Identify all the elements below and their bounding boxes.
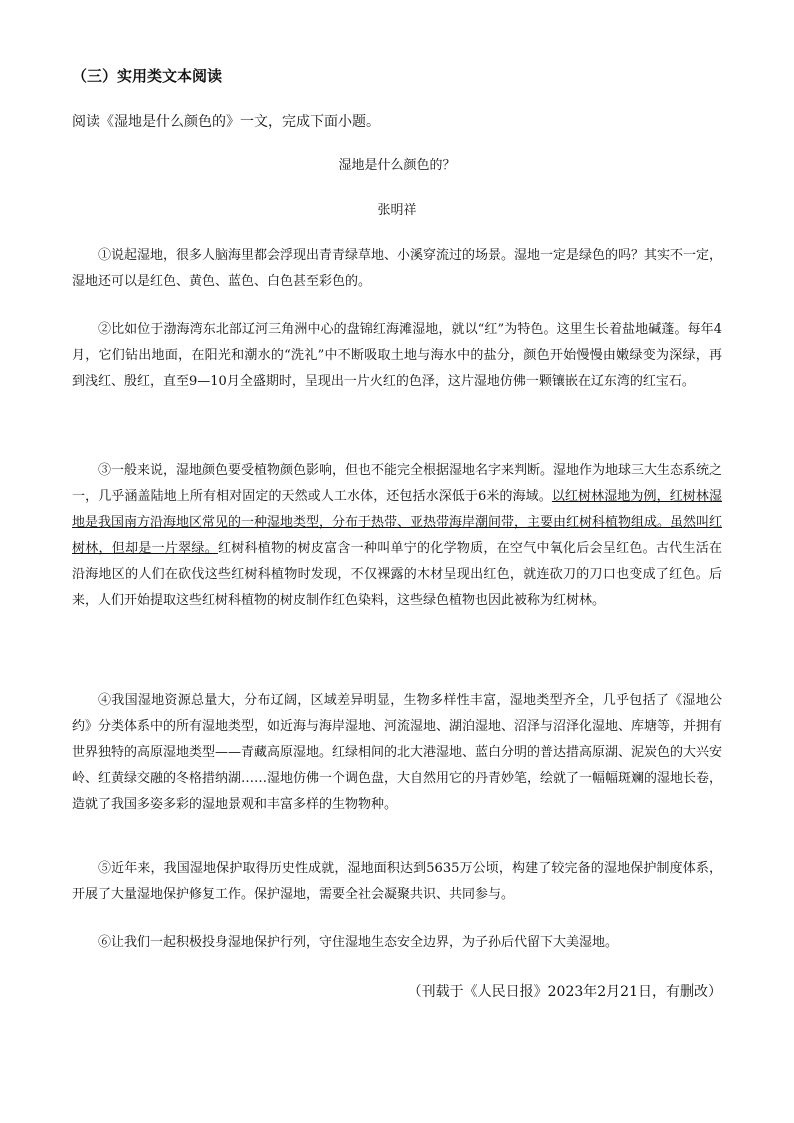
article-paragraph-1 (72, 243, 722, 295)
section-title: （三）实用类文本阅读 (72, 67, 223, 85)
paragraph-text: ①说起湿地，很多人脑海里都会浮现出青青绿草地、小溪穿流过的场景。湿地一定是绿色的吗？其实不一定，湿地还可以是红色、黄色、蓝色、白色甚至彩色的。 (72, 248, 723, 289)
paragraph-text: ③一般来说，湿地颜色要受植物颜色影响，但也不能完全根据湿地名字来判断。湿地作为地球三大生态系统之一，几乎涵盖陆地上所有相对固定的天然或人工水体，还包括水深低于6米的海域。 (72, 463, 723, 504)
article-paragraph-3 (72, 458, 722, 614)
underlined-sentence: 以红树林湿地为例，红树林湿地是我国南方沿海地区常见的一种湿地类型，分布于热带、亚热带海岸潮间带，主要由红树科植物组成。虽然叫红树林，但却是一片翠绿。 (72, 489, 723, 556)
article-paragraph-4 (72, 688, 722, 818)
article-source: （刊载于《人民日报》2023年2月21日，有删改） (407, 984, 722, 1000)
reading-instruction: 阅读《湿地是什么颜色的》一文，完成下面小题。 (72, 114, 380, 130)
article-paragraph-2 (72, 317, 722, 395)
paragraph-text: ②比如位于渤海湾东北部辽河三角洲中心的盘锦红海滩湿地，就以“红”为特色。这里生长着盐地碱蓬。每年4月，它们钻出地面，在阳光和潮水的“洗礼”中不断吸取土地与海水中的盐分，颜色开始慢慢由嫩绿变为深绿，再到浅红、殷红，直至9—10月全盛期时，呈现出一片火红的色泽，这片湿地仿佛一颗镶嵌在辽东湾的红宝石。 (72, 322, 722, 389)
paragraph-text: ⑥让我们一起积极投身湿地保护行列，守住湿地生态安全边界，为子孙后代留下大美湿地。 (98, 935, 619, 950)
article-paragraph-6 (72, 930, 722, 956)
article-title: 湿地是什么颜色的？ (338, 158, 456, 173)
article-paragraph-5 (72, 856, 722, 908)
paragraph-text: 红树科植物的树皮富含一种叫单宁的化学物质，在空气中氧化后会呈红色。古代生活在沿海地区的人们在砍伐这些红树科植物时发现，不仅裸露的木材呈现出红色，就连砍刀的刀口也变成了红色。后来，人们开始提取这些红树科植物的树皮制作红色染料，这些绿色植物也因此被称为红树林。 (72, 541, 722, 608)
document-page (72, 0, 722, 1123)
paragraph-text: ⑤近年来，我国湿地保护取得历史性成就，湿地面积达到5635万公顷，构建了较完备的湿地保护制度体系，开展了大量湿地保护修复工作。保护湿地，需要全社会凝聚共识、共同参与。 (72, 861, 722, 902)
paragraph-text: ④我国湿地资源总量大，分布辽阔，区域差异明显，生物多样性丰富，湿地类型齐全，几乎包括了《湿地公约》分类体系中的所有湿地类型，如近海与海岸湿地、河流湿地、湖泊湿地、沼泽与沼泽化湿地、库塘等，并拥有世界独特的高原湿地类型——青藏高原湿地。红绿相间的北大港湿地、蓝白分明的普达措高原湖、泥炭色的大兴安岭、红黄绿交融的冬格措纳湖……湿地仿佛一个调色盘，大自然用它的丹青妙笔，绘就了一幅幅斑斓的湿地长卷，造就了我国多姿多彩的湿地景观和丰富多样的生物物种。 (72, 693, 723, 812)
article-author: 张明祥 (377, 203, 417, 218)
